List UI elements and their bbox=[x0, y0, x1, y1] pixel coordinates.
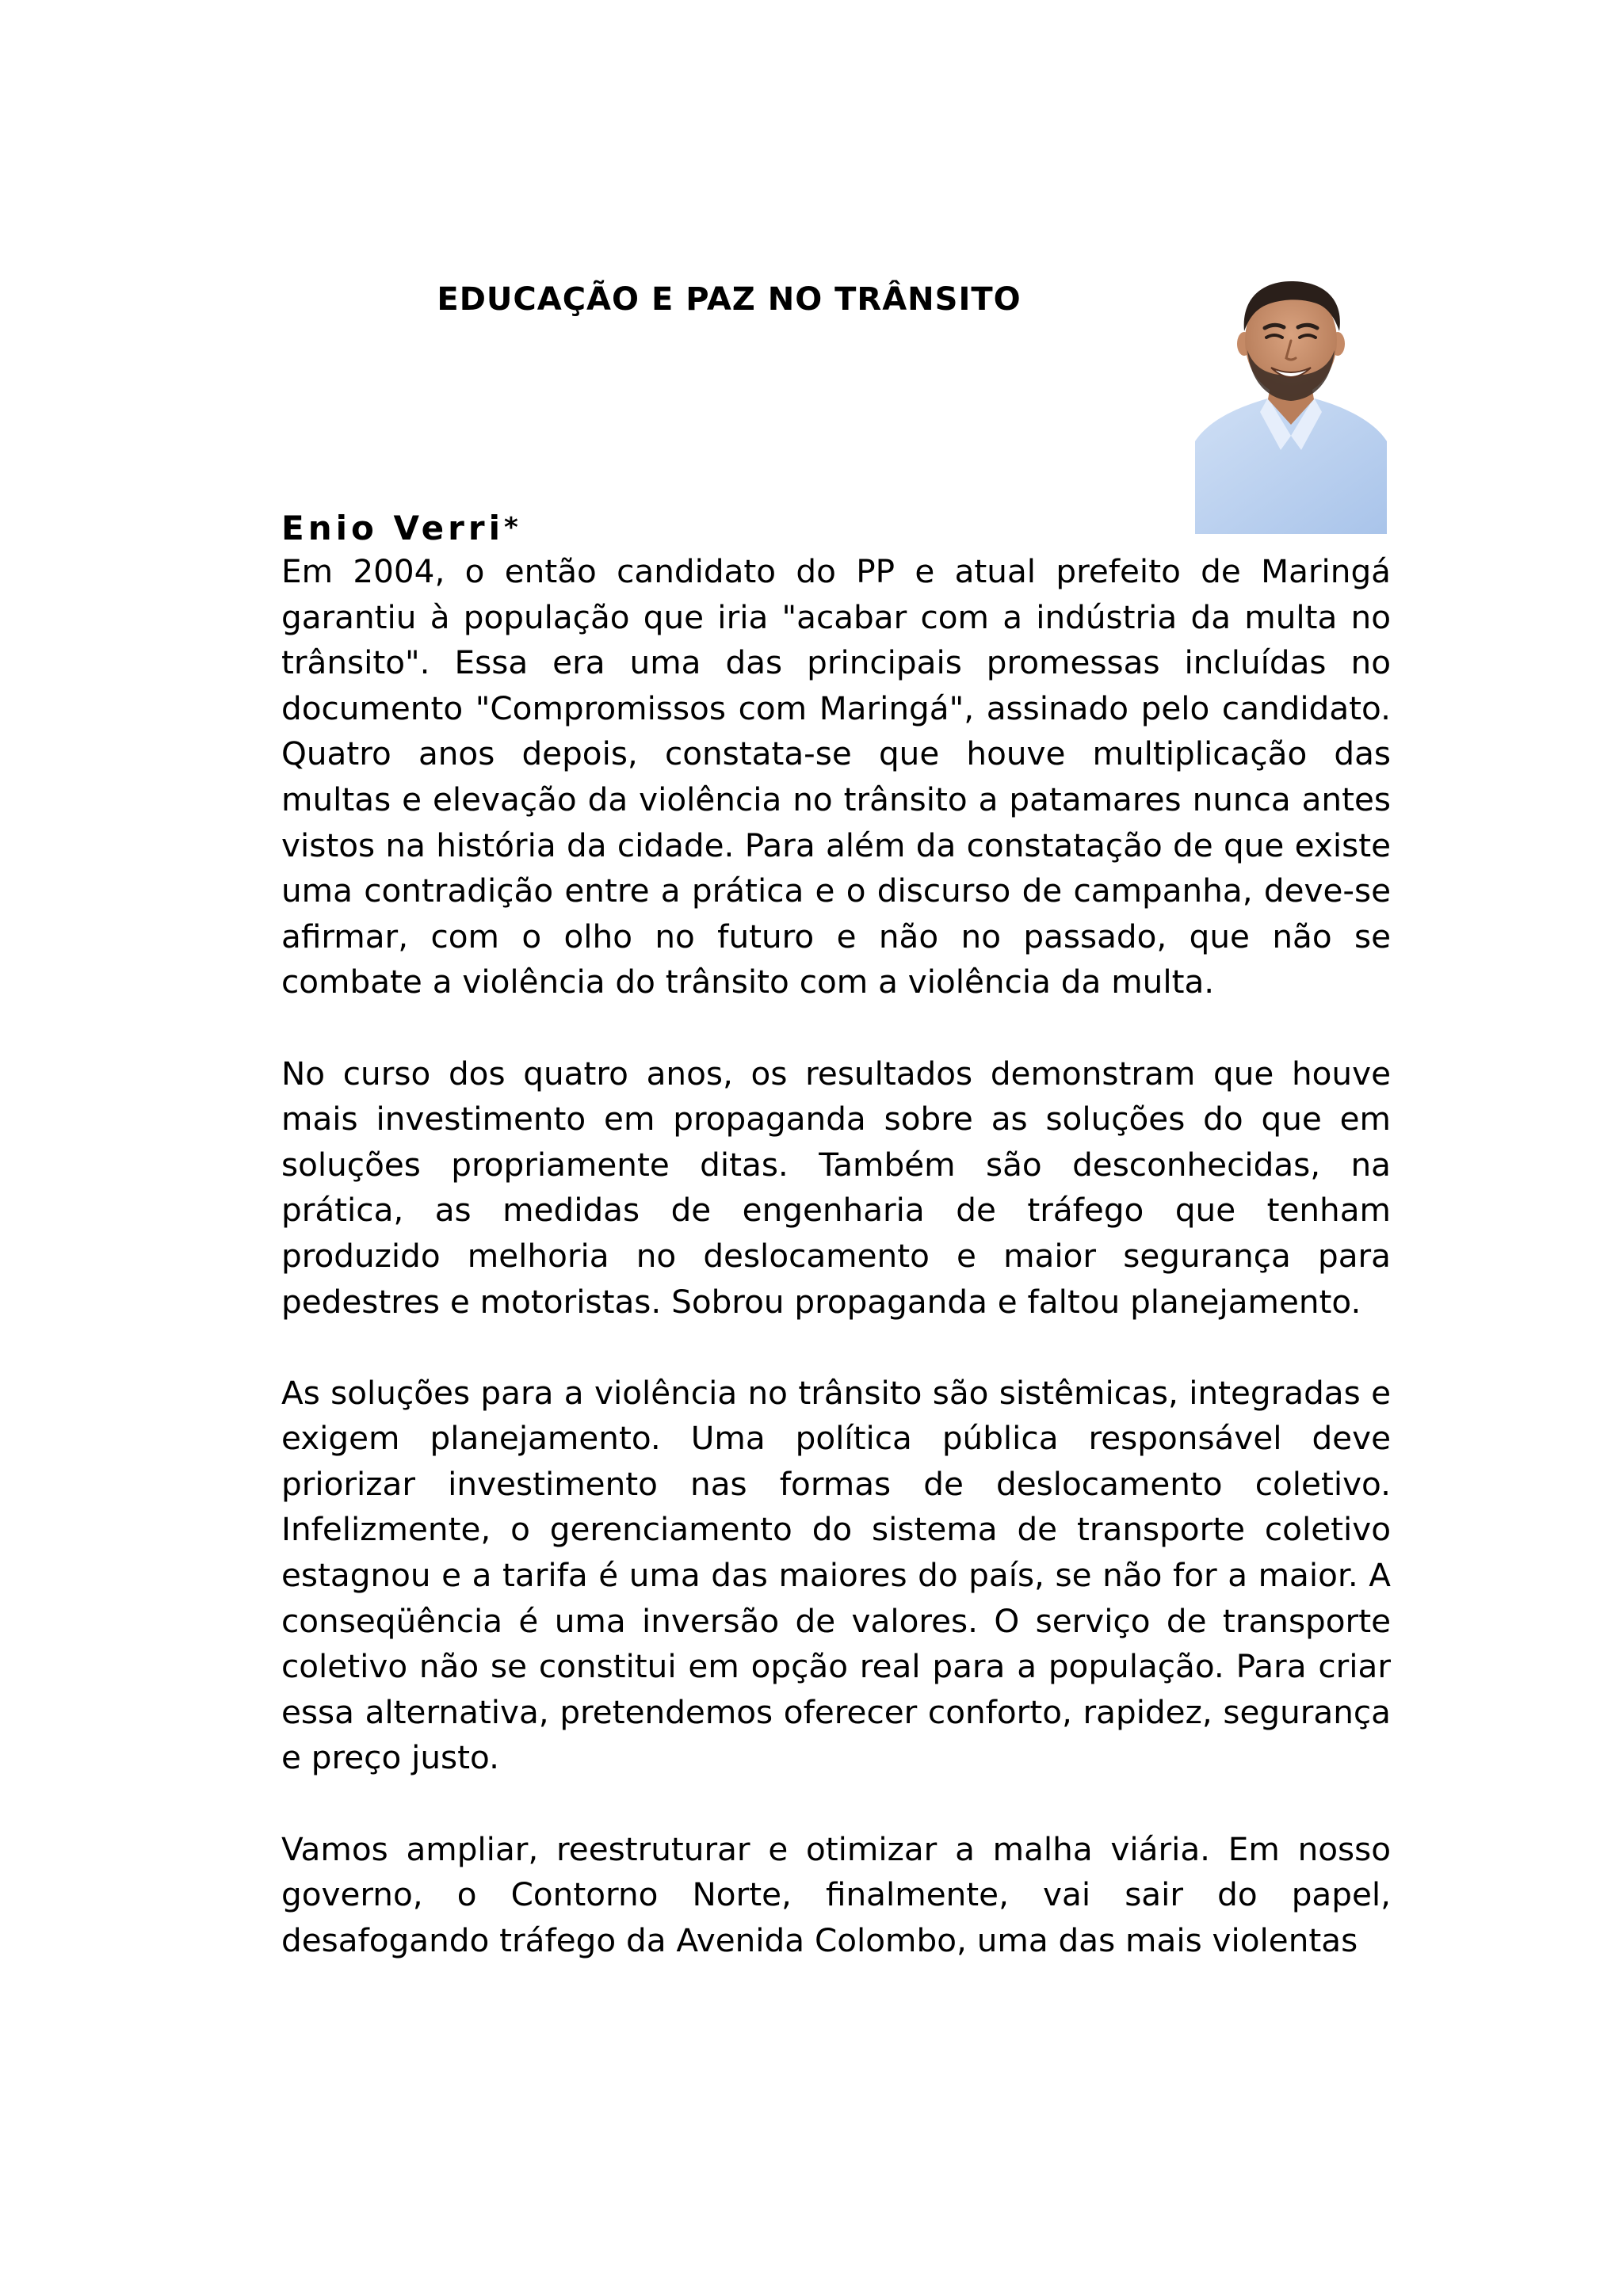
article-title: EDUCAÇÃO E PAZ NO TRÂNSITO bbox=[437, 281, 1022, 318]
author-footnote-mark: * bbox=[503, 512, 518, 543]
author-photo bbox=[1195, 279, 1387, 534]
paragraph: Vamos ampliar, reestruturar e otimizar a malha viária. Em nosso governo, o Contorno Norte, finalmente, vai sair do papel, desafogando tráfego da Avenida Colombo, uma das mais violentas bbox=[281, 1829, 1391, 1959]
paragraph: As soluções para a violência no trânsito são sistêmicas, integradas e exigem planejamento. Uma política pública responsável deve priorizar investimento nas formas de deslocamento coletivo. Infelizmente, o gerenciamento do sistema de transporte coletivo estagnou e a tarifa é uma das maiores do país, se não for a maior. A conseqüência é uma inversão de valores. O serviço de transporte coletivo não se constitui em opção real para a população. Para criar essa alternativa, pretendemos oferecer conforto, rapidez, segurança e preço justo. bbox=[281, 1373, 1391, 1777]
author-byline bbox=[281, 504, 518, 552]
author-name: Enio Verri bbox=[281, 509, 504, 547]
article-body bbox=[281, 549, 1391, 2009]
paragraph: No curso dos quatro anos, os resultados demonstram que houve mais investimento em propaganda sobre as soluções do que em soluções propriamente ditas. Também são desconhecidas, na prática, as medidas de engenharia de tráfego que tenham produzido melhoria no deslocamento e maior segurança para pedestres e motoristas. Sobrou propaganda e faltou planejamento. bbox=[281, 1054, 1391, 1321]
paragraph: Em 2004, o então candidato do PP e atual prefeito de Maringá garantiu à população que iria "acabar com a indústria da multa no trânsito". Essa era uma das principais promessas incluídas no documento "Compromissos com Maringá", assinado pelo candidato. Quatro anos depois, constata-se que houve multiplicação das multas e elevação da violência no trânsito a patamares nunca antes vistos na história da cidade. Para além da constatação de que existe uma contradição entre a prática e o discurso de campanha, deve-se afirmar, com o olho no futuro e não no passado, que não se combate a violência do trânsito com a violência da multa. bbox=[281, 552, 1391, 1001]
